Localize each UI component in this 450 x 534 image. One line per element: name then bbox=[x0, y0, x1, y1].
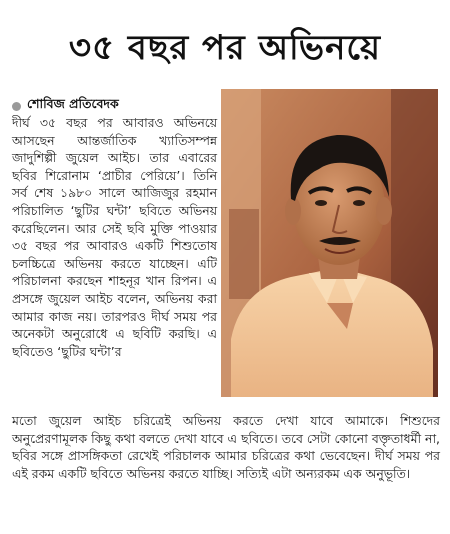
bullet-icon bbox=[12, 102, 21, 111]
article-body-full-width bbox=[12, 412, 440, 482]
article-paragraph-full: মতো জুয়েল আইচ চরিত্রেই অভিনয় করতে দেখা যাবে আমাকে। শিশুদের অনুপ্রেরণামূলক কিছু কথা বলতে দেখা যাবে এ ছবিতে। তবে সেটা কোনো বক্তৃতাধর্মী না, ছবির সঙ্গে প্রাসঙ্গিকতা রেখেই পরিচালক আমার চরিত্রের কথা ভেবেছেন। দীর্ঘ সময় পর এই রকম একটি ছবিতে অভিনয় করতে যাচ্ছি। সত্যিই এটা অন্যরকম এক অনুভূতি। bbox=[12, 413, 440, 481]
headline-area bbox=[0, 0, 450, 80]
article-paragraph-left: দীর্ঘ ৩৫ বছর পর আবারও অভিনয়ে আসছেন আন্তর্জাতিক খ্যাতিসম্পন্ন জাদুশিল্পী জুয়েল আইচ। তার এবারের ছবির শিরোনাম ‘প্রাচীর পেরিয়ে’। তিনি সর্ব শেষ ১৯৮০ সালে আজিজুর রহমান পরিচালিত ‘ছুটির ঘন্টা’ ছবিতে অভিনয় করেছিলেন। আর সেই ছবি মুক্তি পাওয়ার ৩৫ বছর পর আবারও একটি শিশুতোষ চলচ্চিত্রে অভিনয় করতে যাচ্ছেন। এটি পরিচালনা করছেন শাহনূর খান রিপন। এ প্রসঙ্গে জুয়েল আইচ বলেন, অভিনয় করা আমার কাজ নয়। তারপরও দীর্ঘ সময় পর অনেকটা অনুরোধে এ ছবিটি করছি। এ ছবিতেও ‘ছুটির ঘন্টা’র bbox=[12, 115, 217, 359]
portrait-illustration bbox=[221, 89, 438, 397]
article-headline: ৩৫ বছর পর অভিনয়ে bbox=[68, 28, 382, 68]
portrait-photo bbox=[221, 89, 438, 397]
byline-text: শোবিজ প্রতিবেদক bbox=[27, 96, 119, 111]
byline bbox=[12, 96, 212, 116]
article-body-column bbox=[12, 114, 217, 360]
